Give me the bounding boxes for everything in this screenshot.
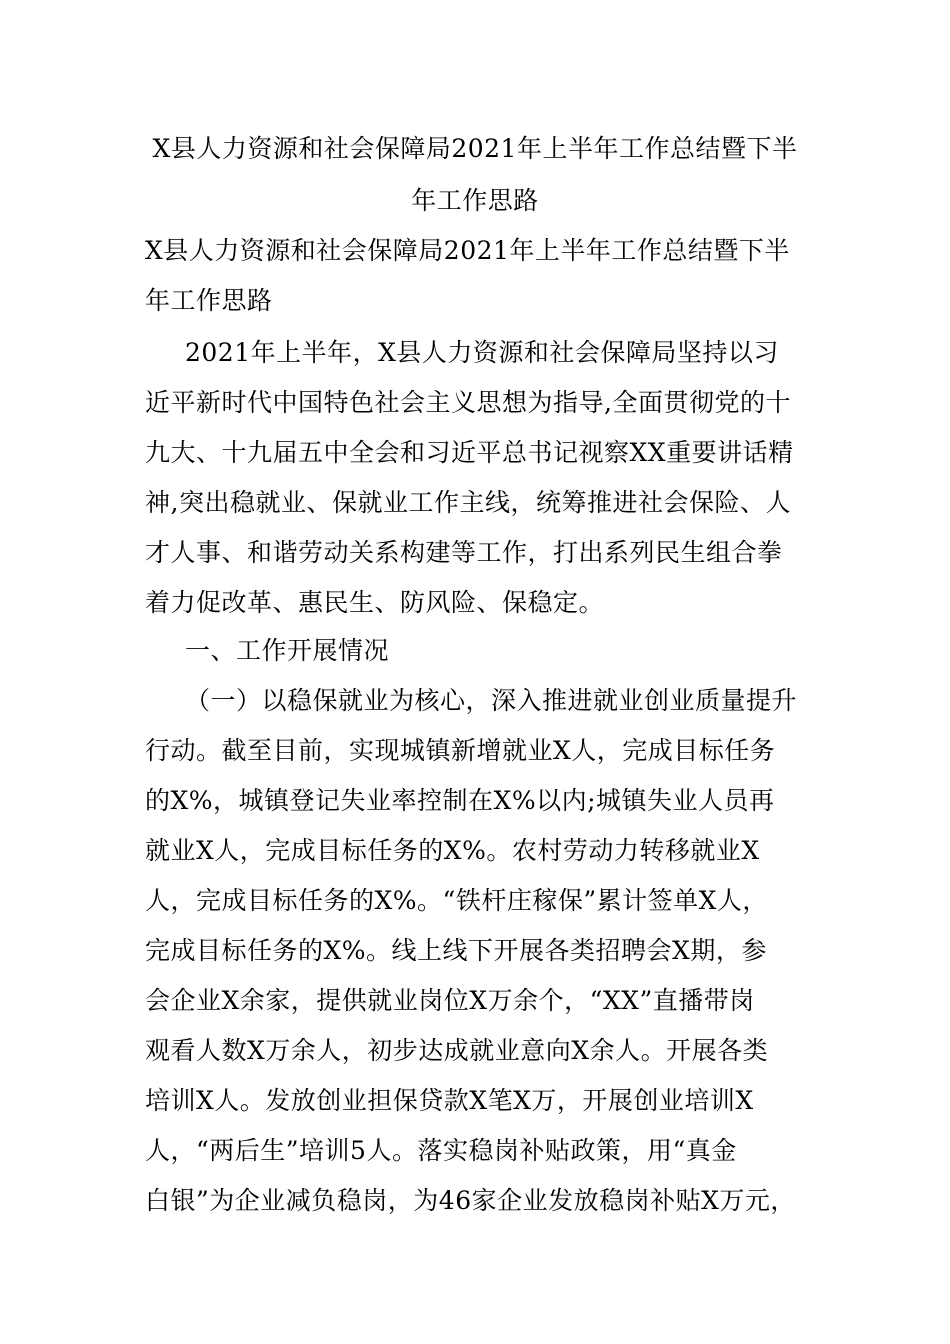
- body-line-10: 人，“两后生”培训5人。落实稳岗补贴政策，用“真金: [145, 1136, 737, 1165]
- title-line-1: X县人力资源和社会保障局2021年上半年工作总结暨下半: [152, 134, 798, 163]
- body-line-11: 白银”为企业减负稳岗，为46家企业发放稳岗补贴X万元，: [145, 1186, 796, 1215]
- title-repeat-line-2: 年工作思路: [145, 286, 273, 315]
- body-line-9: 培训X人。发放创业担保贷款X笔X万，开展创业培训X: [145, 1086, 754, 1115]
- body-line-3: 的X%，城镇登记失业率控制在X%以内;城镇失业人员再: [145, 786, 775, 815]
- body-line-8: 观看人数X万余人，初步达成就业意向X余人。开展各类: [145, 1036, 769, 1065]
- body-line-4: 就业X人，完成目标任务的X%。农村劳动力转移就业X: [145, 836, 760, 865]
- intro-line-1: 2021年上半年，X县人力资源和社会保障局坚持以习: [185, 338, 779, 367]
- intro-line-3: 九大、十九届五中全会和习近平总书记视察XX重要讲话精: [145, 438, 794, 467]
- body-line-5: 人，完成目标任务的X%。“铁杆庄稼保”累计签单X人，: [145, 886, 768, 915]
- title-line-2: 年工作思路: [411, 186, 539, 215]
- body-line-6: 完成目标任务的X%。线上线下开展各类招聘会X期，参: [145, 936, 767, 965]
- body-line-1: （一）以稳保就业为核心，深入推进就业创业质量提升: [185, 686, 798, 715]
- body-line-7: 会企业X余家，提供就业岗位X万余个，“XX”直播带岗: [145, 986, 755, 1015]
- intro-line-6: 着力促改革、惠民生、防风险、保稳定。: [145, 588, 605, 617]
- title-repeat-line-1: X县人力资源和社会保障局2021年上半年工作总结暨下半: [145, 236, 790, 265]
- intro-line-2: 近平新时代中国特色社会主义思想为指导,全面贯彻党的十: [145, 388, 791, 417]
- section-heading: 一、工作开展情况: [185, 636, 390, 665]
- body-line-2: 行动。截至目前，实现城镇新增就业X人，完成目标任务: [145, 736, 776, 765]
- intro-line-4: 神,突出稳就业、保就业工作主线，统筹推进社会保险、人: [145, 488, 791, 517]
- intro-line-5: 才人事、和谐劳动关系构建等工作，打出系列民生组合拳: [145, 538, 783, 567]
